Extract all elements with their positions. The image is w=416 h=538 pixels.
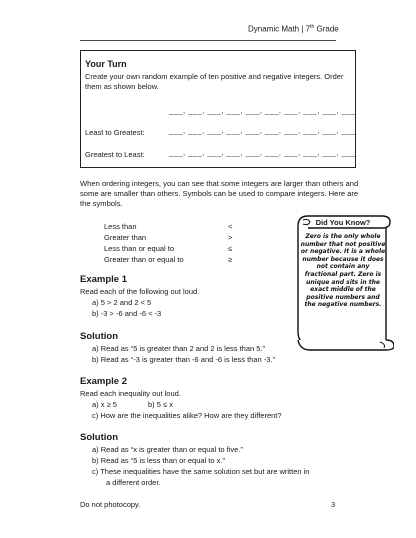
example-2-item-a: a) x ≥ 5 bbox=[92, 400, 117, 409]
solution-2-item-c: c) These inequalities have the same solution set but are written in bbox=[92, 467, 310, 476]
symbol-glyph: ≥ bbox=[228, 255, 233, 264]
blank-line-3: ___, ___, ___, ___, ___, ___, ___, ___, ___, ___ bbox=[169, 148, 356, 157]
symbol-name: Greater than bbox=[104, 233, 147, 242]
symbol-row bbox=[104, 233, 234, 242]
example-2-item-c: c) How are the inequalities alike? How are they different? bbox=[92, 411, 282, 420]
intro-paragraph: When ordering integers, you can see that some integers are larger than others and some are smaller than others. Symbols can be used to compare integers. Here are the symbols. bbox=[80, 179, 359, 208]
least-to-greatest-label: Least to Greatest: bbox=[85, 128, 145, 137]
example-1-heading: Example 1 bbox=[80, 274, 127, 285]
your-turn-title: Your Turn bbox=[85, 59, 127, 69]
grade-superscript: th bbox=[310, 24, 315, 30]
solution-1-heading: Solution bbox=[80, 331, 118, 342]
solution-2-item-b: b) Read as “5 is less than or equal to x.” bbox=[92, 456, 225, 465]
solution-2-item-a: a) Read as “x is greater than or equal to five.” bbox=[92, 445, 243, 454]
your-turn-box bbox=[80, 50, 356, 168]
symbol-name: Less than bbox=[104, 222, 137, 231]
example-1-item-b: b) -3 > -6 and -6 < -3 bbox=[92, 309, 162, 318]
solution-1-item-a: a) Read as “5 is greater than 2 and 2 is less than 5.” bbox=[92, 344, 266, 353]
solution-1-item-b: b) Read as “-3 is greater than -6 and -6 is less than -3.” bbox=[92, 355, 276, 364]
symbol-glyph: > bbox=[228, 233, 233, 242]
header-rule bbox=[80, 40, 336, 41]
example-1-prompt: Read each of the following out loud. bbox=[80, 287, 200, 296]
example-2-heading: Example 2 bbox=[80, 376, 127, 387]
symbol-row bbox=[104, 255, 234, 264]
course-title: Dynamic Math | 7 bbox=[248, 24, 311, 34]
solution-2-heading: Solution bbox=[80, 432, 118, 443]
blank-line-2: ___, ___, ___, ___, ___, ___, ___, ___, ___, ___ bbox=[169, 126, 356, 135]
example-2-prompt: Read each inequality out loud. bbox=[80, 389, 181, 398]
symbol-row bbox=[104, 244, 234, 253]
did-you-know-title: Did You Know? bbox=[315, 218, 371, 227]
grade-word: Grade bbox=[316, 24, 339, 34]
example-1-item-a: a) 5 > 2 and 2 < 5 bbox=[92, 298, 152, 307]
symbol-name: Less than or equal to bbox=[104, 244, 175, 253]
symbol-glyph: ≤ bbox=[228, 244, 233, 253]
symbol-row bbox=[104, 222, 234, 231]
greatest-to-least-label: Greatest to Least: bbox=[85, 150, 145, 159]
example-2-item-b: b) 5 ≤ x bbox=[148, 400, 173, 409]
page-header bbox=[248, 24, 339, 34]
your-turn-instructions: Create your own random example of ten positive and negative integers. Order them as shown below. bbox=[85, 72, 344, 91]
did-you-know-text: Zero is the only whole number that not positive or negative. It is a whole number because it does not contain any fractional part. Zero is unique and sits in the exact middle of the positive numbers and the negative numbers. bbox=[300, 233, 386, 309]
blank-line-1: ___, ___, ___, ___, ___, ___, ___, ___, ___, ___ bbox=[169, 106, 356, 115]
page-number: 3 bbox=[331, 500, 336, 509]
symbol-name: Greater than or equal to bbox=[104, 255, 184, 264]
symbol-glyph: < bbox=[228, 222, 233, 231]
footer-notice: Do not photocopy. bbox=[80, 500, 141, 509]
solution-2-item-c-continued: a different order. bbox=[106, 478, 161, 487]
